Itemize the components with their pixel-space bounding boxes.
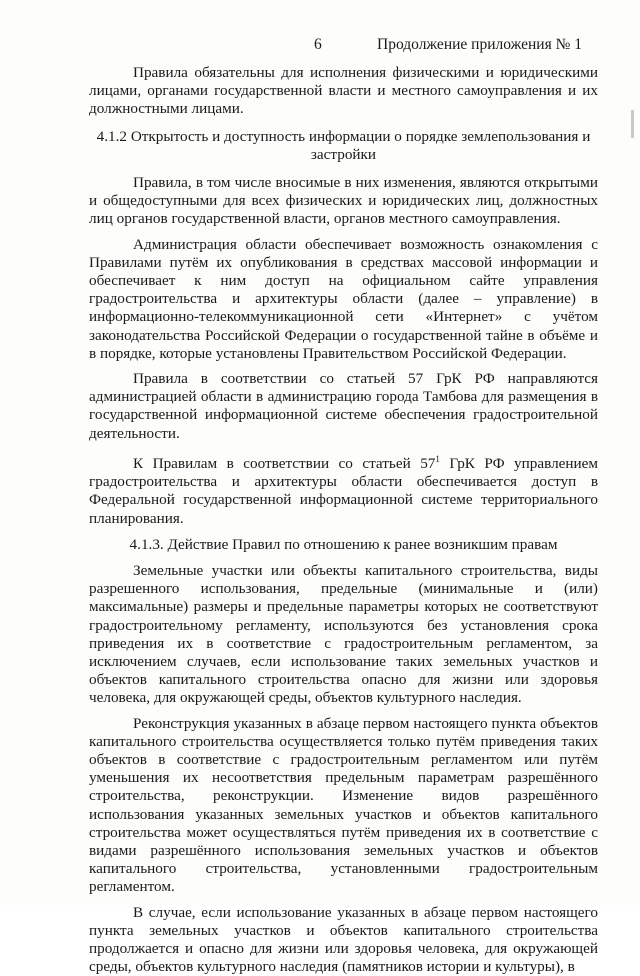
- paragraph-intro: Правила обязательны для исполнения физическими и юридическими лицами, органами государственной власти и местного самоуправления и их должностными лицами.: [89, 64, 598, 118]
- page-header: [0, 36, 640, 60]
- article-superscript: 1: [435, 453, 440, 464]
- paragraph-4-1-2-4-end: ГрК РФ управлением градостроительства и архитектуры области обеспечивается доступ в Федеральной государственной информационной системе территориального планирования.: [89, 454, 599, 527]
- paragraph-4-1-3-1: Земельные участки или объекты капитального строительства, виды разрешенного использования, предельные (минимальные и (или) максимальные) размеры и предельные параметры которых не соответствуют градостроительному регламенту, используются без установления срока приведения их в соответствие с градостроительным регламентом, за исключением случаев, если использование таких земельных участков и объектов капитального строительства опасно для жизни или здоровья человека, для окружающей среды, объектов культурного наследия.: [89, 561, 598, 707]
- document-body: [89, 64, 598, 976]
- section-heading-4-1-2: 4.1.2 Открытость и доступность информации о порядке землепользования и застройки: [96, 127, 591, 163]
- appendix-continuation-note: Продолжение приложения № 1: [377, 36, 582, 53]
- paragraph-4-1-2-4: [89, 450, 598, 528]
- scan-edge-mark: [631, 110, 634, 138]
- paragraph-4-1-2-1: Правила, в том числе вносимые в них изменения, являются открытыми и общедоступными для всех физических и юридических лиц, должностных лиц органов государственной власти, органов местного самоуправления.: [89, 174, 598, 228]
- page-number: 6: [314, 36, 322, 53]
- paragraph-4-1-2-3: Правила в соответствии со статьей 57 ГрК РФ направляются администрацией области в администрацию города Тамбова для размещения в государственной информационной системе обеспечения градостроительной деятельности.: [89, 370, 598, 442]
- paragraph-4-1-3-2: Реконструкция указанных в абзаце первом настоящего пункта объектов капитального строительства осуществляется только путём приведения таких объектов в соответствие с градостроительным регламентом или путём уменьшения их несоответствия предельным параметрам разрешённого строительства, реконструкции. Изменение видов разрешённого использования указанных земельных участков и объектов капитального строительства может осуществляться путём приведения их в соответствие с видами разрешённого использования земельных участков и объектов капитального строительства, установленными градостроительным регламентом.: [89, 714, 598, 896]
- paragraph-4-1-3-3: В случае, если использование указанных в абзаце первом настоящего пункта земельных участков и объектов капитального строительства продолжается и опасно для жизни или здоровья человека, для окружающей среды, объектов культурного наследия (памятников истории и культуры), в: [89, 903, 598, 976]
- paragraph-4-1-2-2: Администрация области обеспечивает возможность ознакомления с Правилами путём их опубликования в средствах массовой информации и обеспечивает к ним доступ на официальном сайте управления градостроительства и архитектуры области (далее – управление) в информационно-телекоммуникационной сети «Интернет» с учётом законодательства Российской Федерации о государственной тайне в объёме и в порядке, которые установлены Правительством Российской Федерации.: [89, 235, 598, 362]
- section-heading-4-1-3: 4.1.3. Действие Правил по отношению к ранее возникшим правам: [129, 535, 558, 553]
- paragraph-4-1-2-4-start: К Правилам в соответствии со статьей 57: [133, 454, 436, 472]
